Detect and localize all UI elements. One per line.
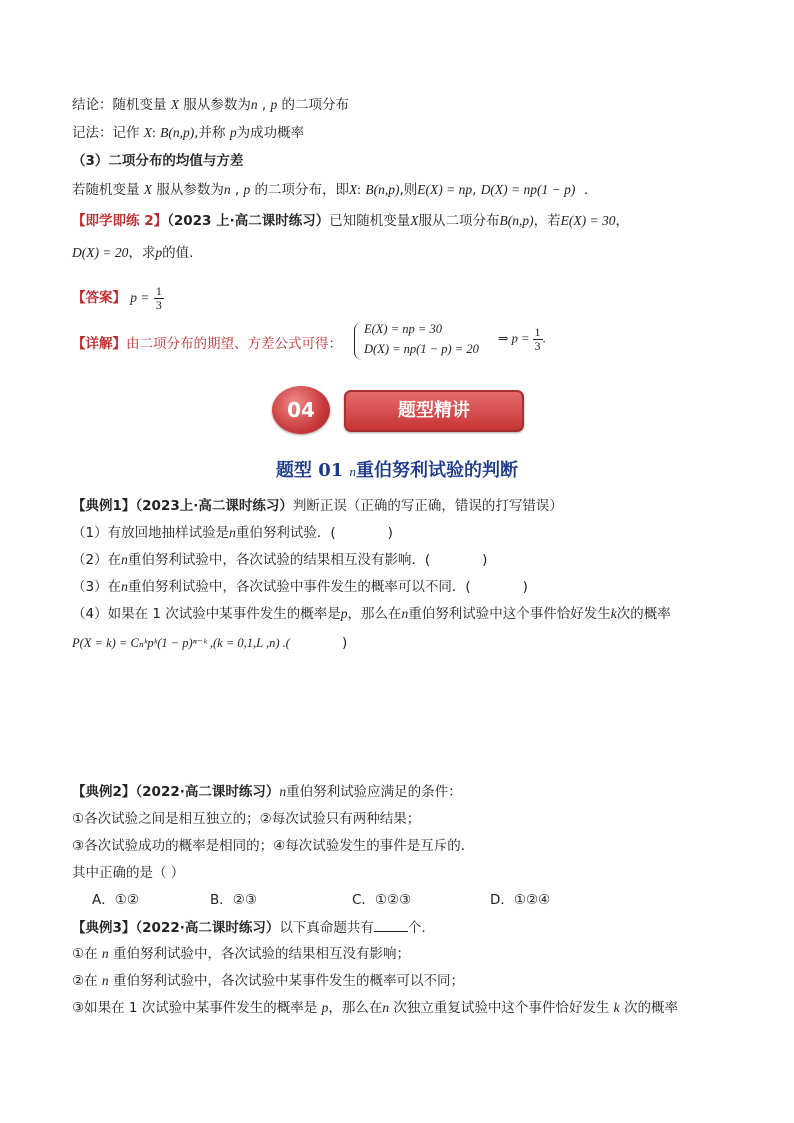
example-2-header: 【典例2】（2022·高二课时练习）n重伯努利试验应满足的条件：	[72, 784, 462, 800]
example-1-q4: （4）如果在 1 次试验中某事件发生的概率是p，那么在n重伯努利试验中这个事件恰好发生k次的概率	[72, 606, 671, 622]
example-3-s3: ③如果在 1 次试验中某事件发生的概率是 p，那么在n 次独立重复试验中这个事件恰好发生 k 次的概率	[72, 1000, 678, 1016]
example-3-s1: ①在 n 重伯努利试验中，各次试验的结果相互没有影响；	[72, 946, 410, 962]
mean-variance-line: 若随机变量 X 服从参数为n , p 的二项分布，即X: B(n,p),则E(X) = np, D(X) = np(1 − p) .	[72, 182, 589, 198]
detail-line: 【详解】由二项分布的期望、方差公式可得：	[72, 336, 342, 352]
answer-fraction: $\frac{1}{3}$	[155, 283, 162, 312]
example-2-conditions-1: ①各次试验之间是相互独立的；②每次试验只有两种结果；	[72, 811, 421, 827]
example-1-q3: （3）在n重伯努利试验中，各次试验中事件发生的概率可以不同．( )	[72, 579, 528, 595]
notation-line: 记法：记作 X: B(n,p),并称 p为成功概率	[72, 125, 305, 141]
example-2-question: 其中正确的是（ ）	[72, 865, 185, 881]
option-c[interactable]: C．①②③	[352, 892, 412, 908]
option-d[interactable]: D．①②④	[490, 892, 551, 908]
example-3-header: 【典例3】（2022·高二课时练习）以下真命题共有 个.	[72, 917, 426, 938]
practice-2-line: 【即学即练 2】（2023 上·高二课时练习）已知随机变量X服从二项分布B(n,p)，若E(X) = 30，	[72, 213, 629, 229]
example-2-conditions-2: ③各次试验成功的概率是相同的；④每次试验发生的事件是互斥的.	[72, 838, 465, 854]
subheading-mean-variance: （3）二项分布的均值与方差	[72, 153, 244, 169]
practice-2-line-2: D(X) = 20，求p的值.	[72, 245, 194, 261]
example-1-header: 【典例1】（2023上·高二课时练习）判断正误（正确的写正确，错误的打写错误）	[72, 498, 563, 514]
example-3-s2: ②在 n 重伯努利试验中，各次试验中某事件发生的概率可以不同；	[72, 973, 464, 989]
section-title: 题型精讲	[344, 390, 524, 432]
answer-blank[interactable]	[374, 917, 408, 932]
section-number-badge: 04	[272, 386, 330, 434]
example-1-q2: （2）在n重伯努利试验中，各次试验的结果相互没有影响．( )	[72, 552, 488, 568]
example-1-q1: （1）有放回地抽样试验是n重伯努利试验．( )	[72, 525, 393, 541]
option-a[interactable]: A．①②	[92, 892, 139, 908]
left-brace	[354, 322, 363, 360]
section-banner	[272, 386, 522, 434]
answer-line: 【答案】 p = $\frac{1}{3}$	[72, 283, 162, 312]
conclusion-line: 结论：随机变量 X 服从参数为n , p 的二项分布	[72, 97, 350, 113]
option-b[interactable]: B．②③	[210, 892, 257, 908]
detail-fraction: $\frac{1}{3}$	[534, 325, 541, 353]
example-1-q4-formula: P(X = k) = Cₙᵏpᵏ(1 − p)ⁿ⁻ᵏ ,(k = 0,1,L ,n) .( )	[72, 635, 348, 651]
example-2-options	[92, 890, 550, 910]
type-01-title: 题型 01 n重伯努利试验的判断	[275, 460, 519, 481]
